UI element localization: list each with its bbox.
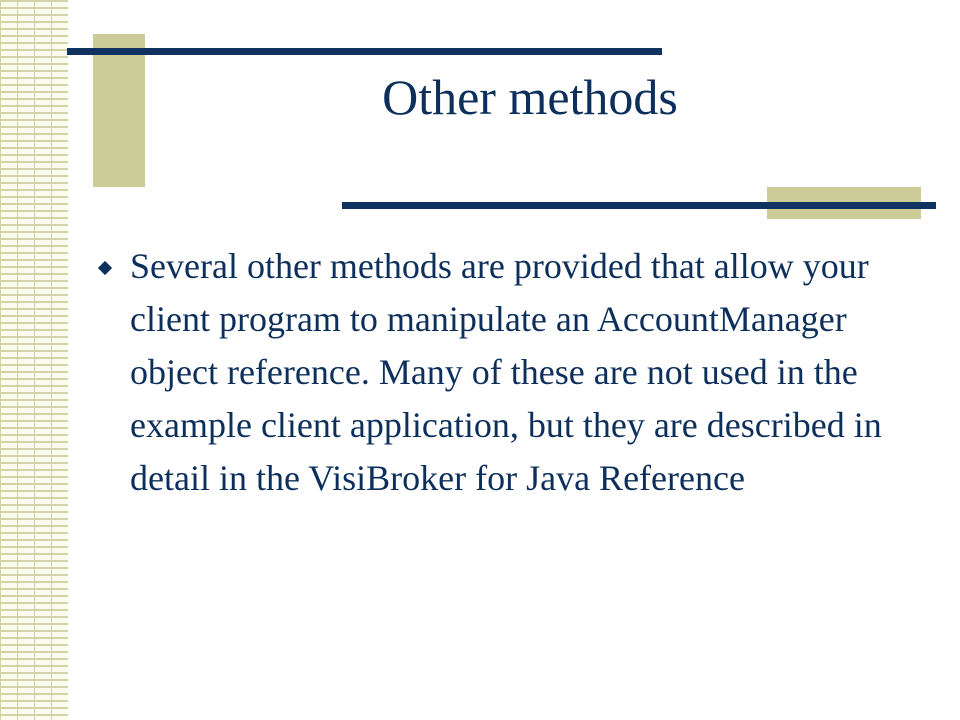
- title-top-rule: [67, 48, 662, 55]
- bullet-text: Several other methods are provided that allow your client program to manipulate an AccountManager object reference. Many of these are not used in the example client application, but they are described in detail in the VisiBroker for Java Reference: [130, 246, 882, 498]
- title-bottom-rule: [342, 202, 936, 209]
- decorative-side-stripe: [0, 0, 68, 720]
- slide-title: Other methods: [382, 69, 678, 125]
- diamond-bullet-icon: [98, 261, 112, 275]
- decorative-tan-block-top: [93, 34, 145, 187]
- bullet-item: [100, 240, 930, 505]
- bullet-list: [100, 240, 930, 505]
